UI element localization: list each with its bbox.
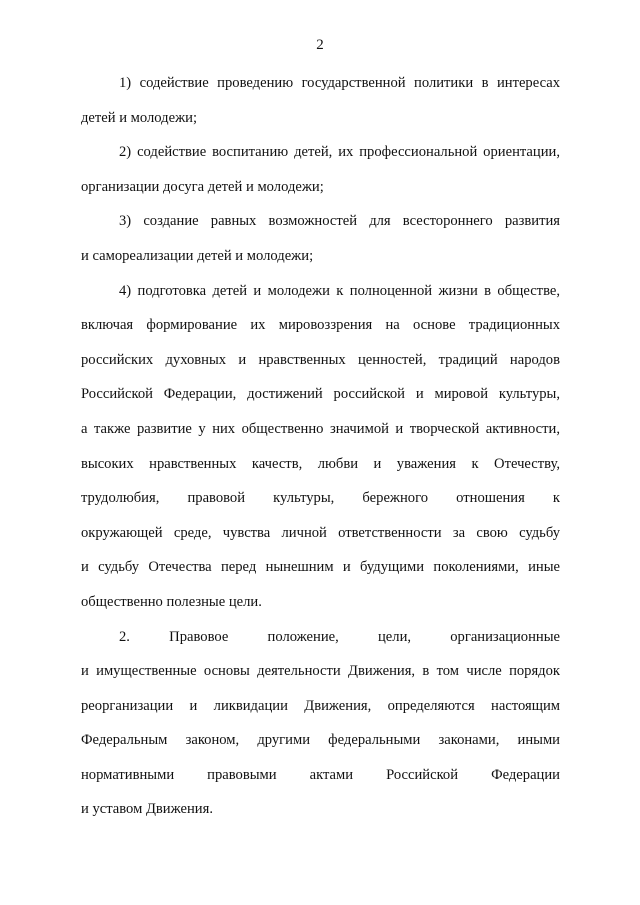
paragraph-item-4 (81, 274, 560, 620)
text-line: реорганизации и ликвидации Движения, определяются настоящим (81, 697, 560, 714)
paragraph-item-2 (81, 135, 560, 204)
text-line: трудолюбия, правовой культуры, бережного отношения к (81, 490, 560, 507)
text-line: нормативными правовыми актами Российской Федерации (81, 766, 560, 783)
text-line: и имущественные основы деятельности Движения, в том числе порядок (81, 663, 560, 680)
text-line: 4) подготовка детей и молодежи к полноценной жизни в обществе, (119, 282, 560, 299)
paragraph-item-1 (81, 66, 560, 135)
text-line: российских духовных и нравственных ценностей, традиций народов (81, 351, 560, 368)
text-line: и самореализации детей и молодежи; (81, 247, 314, 264)
text-line: организации досуга детей и молодежи; (81, 178, 324, 195)
page-number: 2 (316, 37, 324, 53)
text-line: включая формирование их мировоззрения на основе традиционных (81, 317, 560, 334)
text-line: окружающей среде, чувства личной ответственности за свою судьбу (81, 524, 560, 541)
text-line: 1) содействие проведению государственной политики в интересах (119, 75, 560, 91)
text-line: и уставом Движения. (81, 801, 213, 818)
document-body (81, 66, 560, 827)
text-line: Федеральным законом, другими федеральными законами, иными (81, 732, 560, 749)
paragraph-item-3 (81, 204, 560, 273)
text-line: а также развитие у них общественно значимой и творческой активности, (81, 420, 560, 437)
text-line: 2) содействие воспитанию детей, их профессиональной ориентации, (119, 144, 560, 161)
text-line: общественно полезные цели. (81, 593, 262, 610)
paragraph-article-2 (81, 620, 560, 828)
text-line: детей и молодежи; (81, 109, 198, 126)
text-line: Российской Федерации, достижений российской и мировой культуры, (81, 386, 560, 403)
text-line: высоких нравственных качеств, любви и уважения к Отечеству, (81, 455, 560, 472)
text-line: и судьбу Отечества перед нынешним и будущими поколениями, иные (81, 559, 560, 576)
text-line: 2. Правовое положение, цели, организационные (119, 628, 560, 645)
text-line: 3) создание равных возможностей для всестороннего развития (119, 213, 560, 230)
